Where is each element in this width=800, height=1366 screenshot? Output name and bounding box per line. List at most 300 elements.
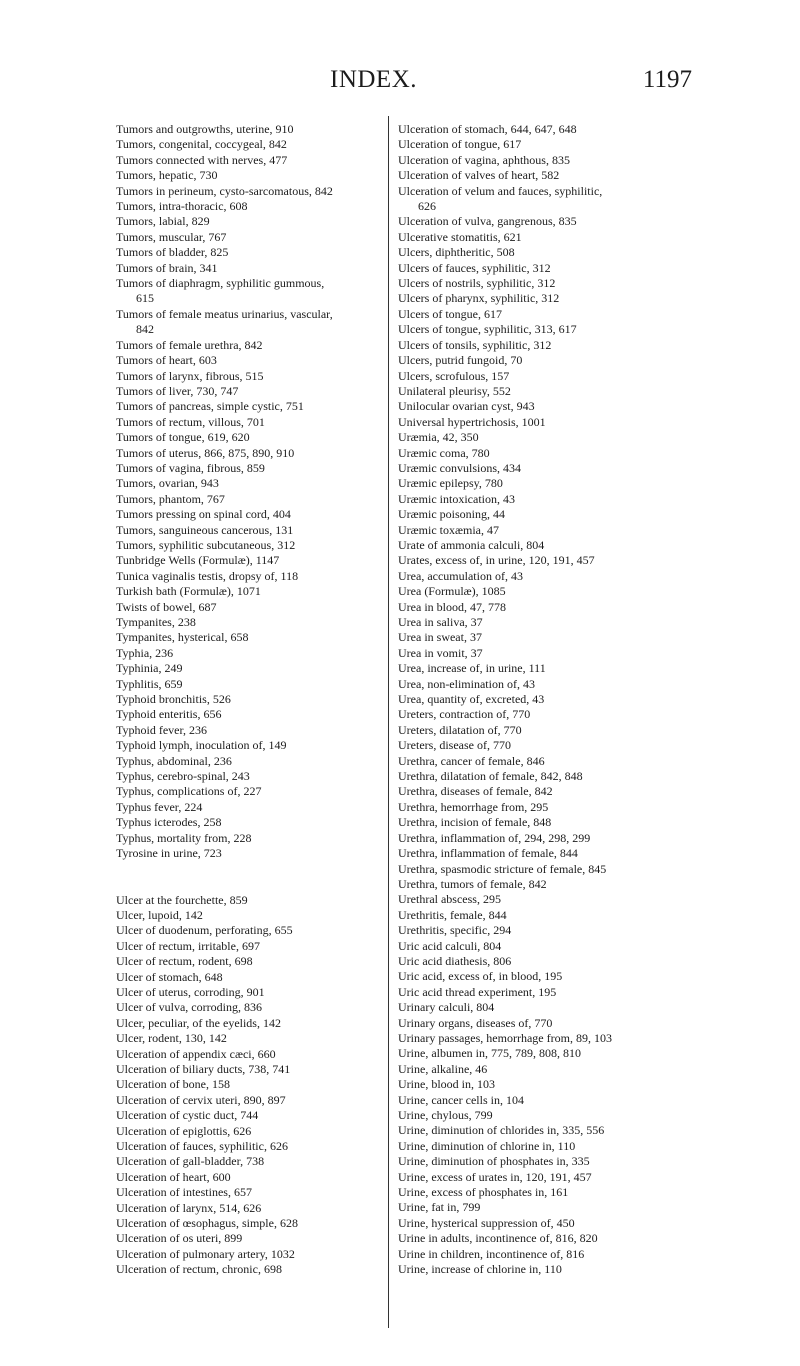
entry-text: Ulceration of fauces, syphilitic, 626 [116,1139,288,1153]
entry-text: Ulceration of rectum, chronic, 698 [116,1262,282,1277]
entry-text: Ulcers of nostrils, syphilitic, 312 [398,276,556,291]
entry-text: Ulceration of cervix uteri, 890, 897 [116,1092,286,1107]
index-entry [398,1139,718,1154]
index-entry [398,908,718,923]
entry-text: Ulcer of rectum, irritable, 697 [116,938,260,953]
index-entry [398,369,718,384]
entry-text: Tumors of uterus, 866, 875, 890, 910 [116,445,295,460]
index-entry [116,307,378,338]
index-group-ulcers [116,893,378,1278]
entry-text: Urine, fat in, 799 [398,1200,481,1215]
entry-text: Uric acid diathesis, 806 [398,953,512,968]
entry-text: Urine, chylous, 799 [398,1108,493,1122]
entry-text: Urine, hysterical suppression of, 450 [398,1215,575,1230]
entry-text: Tympanites, hysterical, 658 [116,630,249,645]
index-entry [116,985,378,1000]
entry-text: Urine, cancer cells in, 104 [398,1092,524,1107]
index-entry [116,1108,378,1123]
index-entry [116,553,378,568]
index-entry [116,1062,378,1077]
index-entry [398,784,718,799]
entry-text: Ulceration of gall-bladder, 738 [116,1154,265,1169]
index-entry [398,307,718,322]
entry-text: Urates, excess of, in urine, 120, 191, 457 [398,553,595,568]
entry-text: Urethra, inflammation of, 294, 298, 299 [398,830,591,845]
entry-text: Tumors of rectum, villous, 701 [116,414,265,429]
entry-text: Tunica vaginalis testis, dropsy of, 118 [116,568,299,583]
index-entry [116,446,378,461]
index-entry [398,476,718,491]
entry-text: Ulcer of vulva, corroding, 836 [116,1000,262,1015]
index-entry [116,415,378,430]
entry-text: Ulceration of larynx, 514, 626 [116,1200,262,1215]
index-entry [398,1016,718,1031]
index-group-tumors [116,122,378,862]
index-entry [116,137,378,152]
entry-text: Turkish bath (Formulæ), 1071 [116,584,261,599]
index-entry [398,230,718,245]
entry-text: Urine, diminution of phosphates in, 335 [398,1154,590,1169]
entry-text: Urate of ammonia calculi, 804 [398,537,545,552]
index-entry [398,1216,718,1231]
entry-text: Urethra, incision of female, 848 [398,815,552,830]
index-entry [116,1093,378,1108]
index-entry [116,1047,378,1062]
entry-text: Tumors, sanguineous cancerous, 131 [116,522,294,537]
index-entry [398,507,718,522]
index-entry [116,199,378,214]
index-entry [116,646,378,661]
entry-text: Tumors of female meatus urinarius, vascular, [116,306,333,321]
index-entry [398,1108,718,1123]
entry-text: Ulcer, peculiar, of the eyelids, 142 [116,1015,281,1030]
index-entry [398,646,718,661]
entry-text: Ulcers of tonsils, syphilitic, 312 [398,337,552,352]
index-entry [116,630,378,645]
entry-text: Uric acid thread experiment, 195 [398,984,557,999]
index-entry [398,754,718,769]
group-spacer [116,862,378,893]
entry-text: Typhoid bronchitis, 526 [116,692,231,707]
entry-text: Urethra, spasmodic stricture of female, 845 [398,861,607,876]
index-entry [116,800,378,815]
index-entry [116,584,378,599]
entry-text: Typhoid enteritis, 656 [116,707,222,722]
entry-text: Tumors, ovarian, 943 [116,476,219,491]
index-entry [116,846,378,861]
entry-text: Ulceration of valves of heart, 582 [398,168,560,183]
index-entry [116,1124,378,1139]
index-column-right [398,122,718,1277]
entry-text: Ulcer of rectum, rodent, 698 [116,954,253,969]
index-entry [398,707,718,722]
entry-text: Urea, accumulation of, 43 [398,568,523,583]
entry-text: Ulceration of heart, 600 [116,1169,231,1184]
index-entry [116,153,378,168]
index-entry [398,569,718,584]
page-header [0,66,800,102]
entry-text: Urea, quantity of, excreted, 43 [398,692,545,707]
index-entry [398,523,718,538]
entry-text: Typhus, mortality from, 228 [116,830,252,845]
entry-text: Tumors, phantom, 767 [116,491,225,506]
index-entry [398,553,718,568]
entry-text: Typhus, complications of, 227 [116,784,262,799]
index-entry [398,738,718,753]
index-entry [398,399,718,414]
entry-text: Urine in children, incontinence of, 816 [398,1246,585,1261]
index-entry [116,230,378,245]
index-entry [116,615,378,630]
index-entry [116,831,378,846]
entry-text: Unilocular ovarian cyst, 943 [398,399,535,414]
index-entry [398,538,718,553]
index-entry [398,600,718,615]
entry-text: Unilateral pleurisy, 552 [398,383,511,398]
entry-text: Ulcers, putrid fungoid, 70 [398,353,523,368]
index-entry [116,1231,378,1246]
entry-text: Tumors of larynx, fibrous, 515 [116,368,264,383]
entry-text: Ulceration of appendix cæci, 660 [116,1046,276,1061]
entry-text: Uræmic epilepsy, 780 [398,476,503,491]
entry-text: Ulcers of tongue, syphilitic, 313, 617 [398,322,577,337]
entry-text: Typhoid lymph, inoculation of, 149 [116,738,287,753]
entry-text: Typhoid fever, 236 [116,722,207,737]
entry-text: Tumors, intra-thoracic, 608 [116,199,248,214]
index-entry [398,1123,718,1138]
index-entry [398,415,718,430]
entry-text: Typhia, 236 [116,645,174,660]
entry-text: Uræmic coma, 780 [398,445,490,460]
entry-text: Tumors in perineum, cysto-sarcomatous, 842 [116,183,333,198]
entry-text: Urinary organs, diseases of, 770 [398,1015,553,1030]
index-entry [398,492,718,507]
index-entry [398,815,718,830]
index-entry [398,692,718,707]
index-entry [398,630,718,645]
index-entry [398,245,718,260]
entry-text: Urethritis, specific, 294 [398,923,512,938]
entry-text: Urethritis, female, 844 [398,907,507,922]
entry-text: Ulcer at the fourchette, 859 [116,892,248,907]
entry-text: Urine, excess of phosphates in, 161 [398,1185,569,1200]
index-entry [398,846,718,861]
index-entry [398,137,718,152]
index-entry [116,369,378,384]
entry-text: Typhus, cerebro-spinal, 243 [116,769,250,784]
index-entry [116,939,378,954]
index-entry [116,677,378,692]
index-entry [116,1154,378,1169]
index-entry [116,723,378,738]
index-entry [398,923,718,938]
entry-text: Urea in saliva, 37 [398,615,483,629]
index-entry [398,723,718,738]
entry-text: Urea in vomit, 37 [398,645,483,660]
entry-text: Tumors of brain, 341 [116,260,218,275]
entry-text: Tumors pressing on spinal cord, 404 [116,507,291,522]
index-entry [398,1062,718,1077]
entry-text: Urinary passages, hemorrhage from, 89, 103 [398,1030,612,1045]
entry-text: Ulceration of biliary ducts, 738, 741 [116,1061,291,1076]
entry-text: Tumors, congenital, coccygeal, 842 [116,137,287,152]
index-entry [116,168,378,183]
entry-text: Ulcer of duodenum, perforating, 655 [116,923,293,938]
index-entry [116,507,378,522]
entry-text: Urine, diminution of chlorine in, 110 [398,1138,576,1153]
index-entry [116,815,378,830]
index-entry [116,1185,378,1200]
index-entry [116,276,378,307]
entry-text: Tumors, labial, 829 [116,214,210,229]
index-entry [116,338,378,353]
entry-text: Ulcer of uterus, corroding, 901 [116,984,265,999]
entry-text: Typhus icterodes, 258 [116,815,222,830]
entry-text: Tumors of tongue, 619, 620 [116,430,250,445]
entry-text: Ulceration of velum and fauces, syphilitic, [398,183,603,198]
entry-text: Uric acid calculi, 804 [398,938,502,953]
entry-text: Tumors, syphilitic subcutaneous, 312 [116,537,296,552]
index-entry [398,800,718,815]
index-entry [116,245,378,260]
entry-text: Ulcer, lupoid, 142 [116,907,203,922]
index-entry [116,1201,378,1216]
entry-text: Ulcerative stomatitis, 621 [398,229,522,244]
index-entry [116,399,378,414]
entry-text: Urinary calculi, 804 [398,1000,495,1015]
index-entry [116,569,378,584]
index-entry [116,261,378,276]
entry-text: Uræmia, 42, 350 [398,430,479,445]
index-entry [398,1200,718,1215]
entry-text: Tumors of vagina, fibrous, 859 [116,460,265,475]
entry-continuation: 842 [136,322,154,337]
entry-text: Ulcers of fauces, syphilitic, 312 [398,260,551,275]
index-entry [398,461,718,476]
index-entry [398,877,718,892]
entry-text: Urea in blood, 47, 778 [398,599,506,614]
index-entry [398,184,718,215]
entry-text: Tumors of pancreas, simple cystic, 751 [116,399,304,414]
index-entry [398,338,718,353]
entry-text: Urea (Formulæ), 1085 [398,584,506,599]
entry-text: Typhlitis, 659 [116,676,183,691]
index-entry [116,523,378,538]
index-entry [398,291,718,306]
index-entry [398,1093,718,1108]
entry-text: Typhus, abdominal, 236 [116,753,232,768]
index-entry [398,892,718,907]
entry-text: Ulcers, scrofulous, 157 [398,368,510,383]
entry-text: Ulceration of œsophagus, simple, 628 [116,1216,298,1231]
index-entry [398,584,718,599]
index-entry [398,985,718,1000]
entry-text: Uræmic toxæmia, 47 [398,522,499,537]
entry-text: Ulceration of epiglottis, 626 [116,1123,252,1138]
entry-text: Ulceration of vagina, aphthous, 835 [398,152,570,167]
entry-text: Ureters, contraction of, 770 [398,707,531,722]
entry-text: Urea in sweat, 37 [398,630,482,645]
index-entry [398,862,718,877]
entry-text: Ulcers of tongue, 617 [398,306,502,321]
index-entry [116,970,378,985]
index-entry [116,784,378,799]
index-entry [116,384,378,399]
index-entry [116,1262,378,1277]
index-entry [398,168,718,183]
entry-text: Ulceration of stomach, 644, 647, 648 [398,122,577,136]
index-entry [116,461,378,476]
index-entry [116,353,378,368]
index-entry [398,1154,718,1169]
index-entry [398,661,718,676]
entry-text: Universal hypertrichosis, 1001 [398,414,546,429]
entry-text: Urethra, cancer of female, 846 [398,753,545,768]
index-entry [116,923,378,938]
entry-text: Urine in adults, incontinence of, 816, 820 [398,1231,598,1246]
entry-text: Ulcers of pharynx, syphilitic, 312 [398,291,560,306]
index-entry [116,492,378,507]
index-entry [398,446,718,461]
index-entry [398,615,718,630]
index-entry [116,1170,378,1185]
entry-text: Urine, increase of chlorine in, 110 [398,1262,562,1277]
column-divider [388,116,389,1328]
index-entry [398,276,718,291]
entry-text: Urethra, diseases of female, 842 [398,784,553,799]
index-entry [398,353,718,368]
index-entry [116,1077,378,1092]
entry-text: Ulceration of os uteri, 899 [116,1231,243,1246]
index-entry [116,184,378,199]
index-entry [398,153,718,168]
entry-text: Tumors of female urethra, 842 [116,337,263,352]
index-entry [398,1031,718,1046]
index-entry [116,1139,378,1154]
index-entry [116,1016,378,1031]
index-entry [116,754,378,769]
entry-text: Tympanites, 238 [116,615,196,629]
entry-text: Tumors of diaphragm, syphilitic gummous, [116,276,325,291]
index-entry [116,954,378,969]
entry-text: Uræmic poisoning, 44 [398,507,505,522]
index-entry [398,122,718,137]
index-group-u-entries [398,122,718,1277]
entry-text: Tumors of liver, 730, 747 [116,383,239,398]
index-entry [398,1170,718,1185]
index-entry [398,1077,718,1092]
index-entry [116,600,378,615]
entry-text: Ulcer, rodent, 130, 142 [116,1031,227,1046]
index-entry [116,1031,378,1046]
entry-text: Tumors, hepatic, 730 [116,168,218,183]
page-title: INDEX. [330,66,418,93]
entry-text: Ureters, dilatation of, 770 [398,722,522,737]
index-entry [398,322,718,337]
entry-text: Twists of bowel, 687 [116,599,217,614]
entry-text: Ulceration of intestines, 657 [116,1185,252,1200]
index-entry [116,122,378,137]
index-entry [398,261,718,276]
index-entry [398,677,718,692]
entry-text: Urine, albumen in, 775, 789, 808, 810 [398,1046,581,1061]
entry-text: Uric acid, excess of, in blood, 195 [398,969,563,984]
index-entry [116,538,378,553]
index-entry [398,769,718,784]
index-entry [116,893,378,908]
index-entry [116,661,378,676]
entry-text: Tumors of bladder, 825 [116,245,229,260]
index-entry [398,969,718,984]
entry-text: Ulcer of stomach, 648 [116,969,223,984]
index-entry [116,1247,378,1262]
entry-text: Tumors and outgrowths, uterine, 910 [116,122,294,136]
index-entry [116,692,378,707]
index-entry [116,1216,378,1231]
entry-text: Urethra, tumors of female, 842 [398,876,547,891]
index-entry [116,430,378,445]
index-entry [116,769,378,784]
entry-text: Tumors of heart, 603 [116,353,217,368]
entry-text: Tumors connected with nerves, 477 [116,152,288,167]
index-entry [116,1000,378,1015]
index-entry [398,831,718,846]
index-column-left [116,122,378,1278]
entry-text: Ureters, disease of, 770 [398,738,511,753]
index-entry [398,1185,718,1200]
entry-text: Ulceration of cystic duct, 744 [116,1108,259,1123]
entry-text: Typhinia, 249 [116,661,183,676]
page-number: 1197 [642,66,692,93]
index-entry [116,707,378,722]
entry-text: Urine, excess of urates in, 120, 191, 457 [398,1169,592,1184]
index-entry [398,384,718,399]
entry-text: Urea, increase of, in urine, 111 [398,661,546,676]
entry-continuation: 626 [418,199,436,214]
index-entry [398,939,718,954]
entry-text: Tumors, muscular, 767 [116,229,227,244]
index-entry [116,908,378,923]
entry-text: Urine, diminution of chlorides in, 335, 556 [398,1123,605,1138]
entry-text: Urethra, hemorrhage from, 295 [398,799,549,814]
entry-text: Ulceration of tongue, 617 [398,137,522,152]
entry-text: Typhus fever, 224 [116,799,203,814]
entry-text: Uræmic intoxication, 43 [398,491,515,506]
entry-text: Urea, non-elimination of, 43 [398,676,535,691]
entry-text: Uræmic convulsions, 434 [398,460,521,475]
entry-continuation: 615 [136,291,154,306]
entry-text: Urethra, dilatation of female, 842, 848 [398,769,583,784]
index-entry [116,738,378,753]
entry-text: Urethra, inflammation of female, 844 [398,846,578,861]
index-entry [398,430,718,445]
entry-text: Ulcers, diphtheritic, 508 [398,245,515,260]
index-entry [398,1046,718,1061]
index-entry [398,1247,718,1262]
index-entry [398,1262,718,1277]
entry-text: Ulceration of bone, 158 [116,1077,230,1092]
index-entry [398,214,718,229]
index-entry [398,1231,718,1246]
entry-text: Urethral abscess, 295 [398,892,501,907]
index-entry [398,1000,718,1015]
entry-text: Urine, blood in, 103 [398,1077,495,1092]
entry-text: Tunbridge Wells (Formulæ), 1147 [116,553,280,568]
entry-text: Urine, alkaline, 46 [398,1061,488,1076]
entry-text: Ulceration of vulva, gangrenous, 835 [398,214,577,229]
entry-text: Ulceration of pulmonary artery, 1032 [116,1246,295,1261]
index-entry [116,214,378,229]
